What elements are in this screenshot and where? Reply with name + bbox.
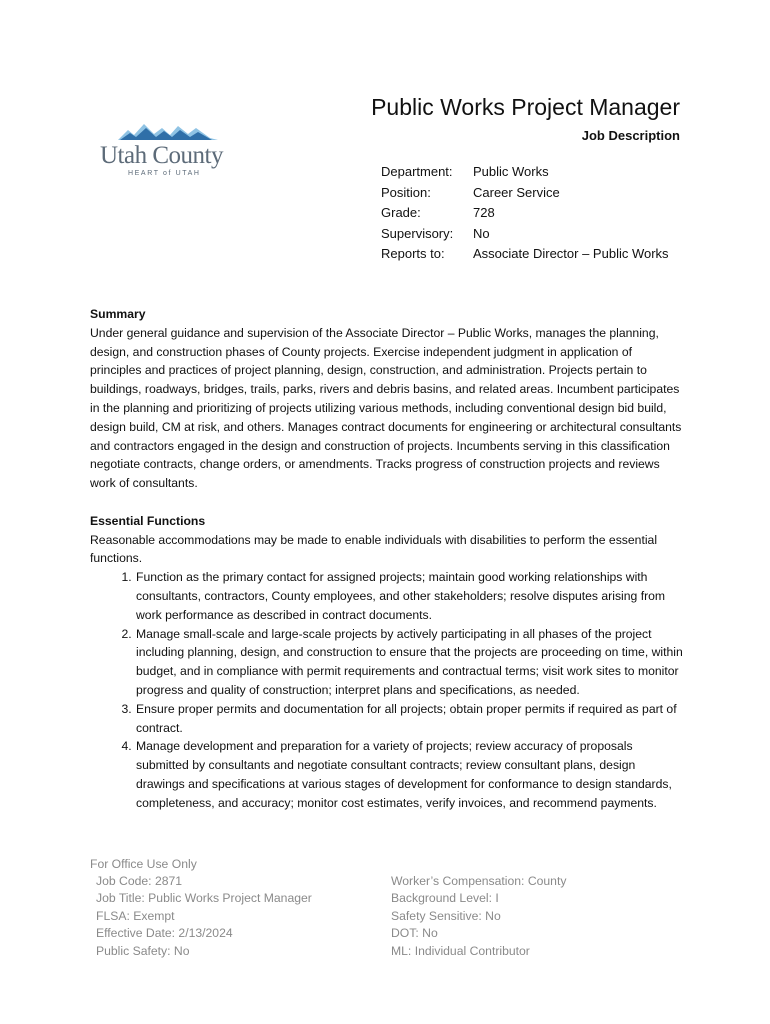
meta-row-supervisory [381, 224, 669, 245]
meta-row-department [381, 162, 669, 183]
meta-key: Grade: [381, 205, 421, 221]
meta-value: Public Works [473, 164, 549, 179]
list-item: 3. Ensure proper permits and documentation for all projects; obtain proper permits if required as part of contract. [135, 700, 686, 738]
office-field: ML: Individual Contributor [391, 943, 530, 958]
office-field: Public Safety: No [96, 943, 190, 958]
office-use-left-column [96, 873, 312, 960]
office-use-right-column [391, 873, 566, 960]
office-field: Safety Sensitive: No [391, 908, 501, 923]
list-item: 2. Manage small-scale and large-scale projects by actively participating in all phases of the project including planning, design, and construction to ensure that the projects are proceeding on time, within budget, and in compliance with permit requirements and contractual terms; visit work sites to monitor progress and quality of construction; interpret plans and specifications, as needed. [135, 625, 686, 700]
meta-row-position [381, 183, 669, 204]
meta-key: Supervisory: [381, 225, 454, 241]
document-body [90, 305, 686, 813]
essential-functions-intro: Reasonable accommodations may be made to enable individuals with disabilities to perform the essential functions. [90, 532, 658, 566]
page-subtitle: Job Description [581, 128, 680, 143]
office-use-heading: For Office Use Only [90, 857, 197, 871]
office-field: FLSA: Exempt [96, 908, 175, 923]
essential-functions-list [90, 568, 686, 812]
office-field: Job Code: 2871 [96, 874, 183, 888]
list-item: 4. Manage development and preparation for a variety of projects; review accuracy of proposals submitted by consultants and negotiate consultant contracts; review consultant plans, design drawings and specifications at various stages of development for conformance to design standards, completeness, and accuracy; monitor cost estimates, verify invoices, and recommend payments. [135, 737, 686, 812]
meta-value: Associate Director – Public Works [473, 246, 669, 262]
summary-text: Under general guidance and supervision of the Associate Director – Public Works, manages the planning, design, and construction phases of County projects. Exercise independent judgment in application of principles and practices of project planning, design, construction, and administration. Projects pertain to buildings, roadways, bridges, trails, parks, rivers and debris basins, and related areas. Incumbent participates in the planning and prioritizing of projects utilizing various methods, including conventional design bid build, design build, CM at risk, and others. Manages contract documents for engineering or architectural consultants and contractors engaged in the design and construction of projects. Incumbents serving in this classification negotiate contracts, change orders, or amendments. Tracks progress of construction projects and reviews work of consultants. [90, 325, 682, 491]
mountains-icon [118, 122, 218, 144]
logo-wordmark: Utah County [100, 142, 223, 169]
meta-key: Reports to: [381, 246, 445, 262]
office-field: Worker’s Compensation: County [391, 874, 567, 888]
office-field: Effective Date: 2/13/2024 [96, 926, 233, 941]
meta-value: No [473, 225, 490, 241]
job-meta [381, 162, 669, 265]
meta-value: 728 [473, 205, 495, 221]
meta-key: Department: [381, 164, 453, 179]
essential-functions-heading: Essential Functions [90, 513, 206, 528]
office-field: Background Level: I [391, 891, 499, 906]
office-field: DOT: No [391, 926, 438, 941]
meta-row-grade [381, 203, 669, 224]
office-field: Job Title: Public Works Project Manager [96, 891, 312, 906]
summary-heading: Summary [90, 307, 146, 321]
utah-county-logo [100, 122, 232, 182]
meta-key: Position: [381, 184, 431, 200]
meta-row-reports-to [381, 244, 669, 265]
page-title: Public Works Project Manager [371, 94, 680, 120]
logo-tagline: HEART of UTAH [128, 170, 201, 177]
meta-value: Career Service [473, 184, 560, 200]
list-item: 1. Function as the primary contact for assigned projects; maintain good working relationships with consultants, contractors, County employees, and other stakeholders; resolve disputes arising from work performance as described in contract documents. [135, 568, 686, 624]
